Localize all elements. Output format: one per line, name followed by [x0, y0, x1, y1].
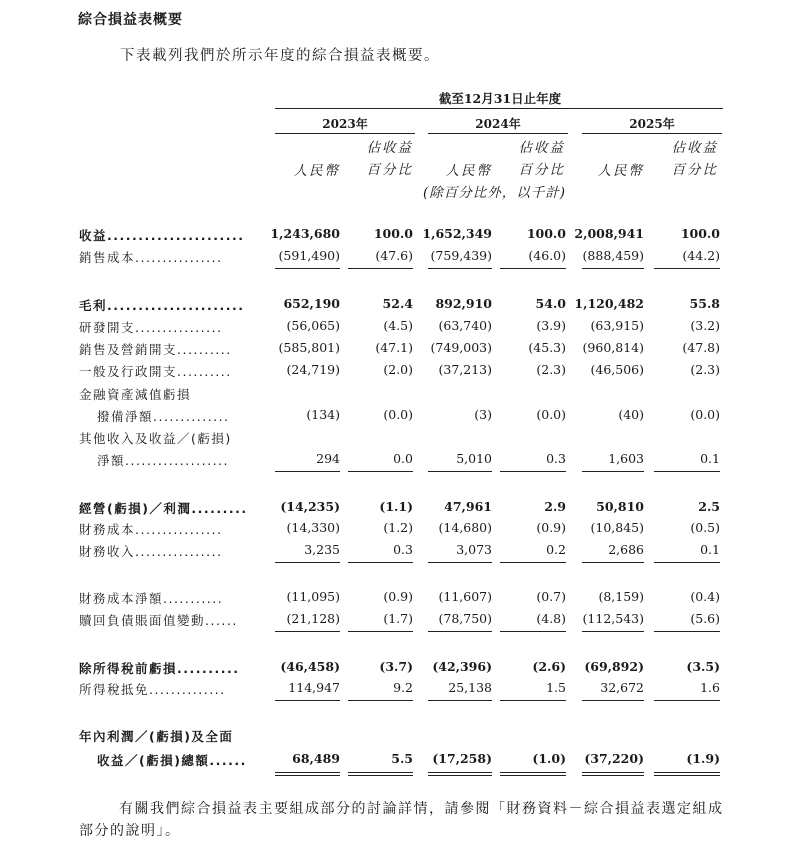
- section-title: 綜合損益表概要: [78, 12, 183, 28]
- cell-amount-2023: 294: [316, 451, 340, 466]
- row-label: 其他收入及收益／(虧損): [79, 431, 232, 446]
- total-double-rule: [275, 775, 340, 776]
- year-rule-2023: [275, 133, 415, 134]
- period-header-rule: [275, 108, 723, 109]
- cell-amount-2024: 3,073: [456, 542, 492, 557]
- closing-paragraph: 有關我們綜合損益表主要組成部分的討論詳情，請參閱「財務資料－綜合損益表選定組成部分的說明」。: [79, 801, 724, 839]
- total-double-rule: [582, 772, 644, 773]
- cell-pct-2024: (0.7): [536, 589, 566, 604]
- subtotal-rule: [275, 268, 340, 269]
- cell-amount-2024: 5,010: [456, 451, 492, 466]
- total-double-rule: [654, 775, 720, 776]
- cell-amount-2023: (591,490): [278, 248, 340, 263]
- col-pct-label-line1: 佔收益: [518, 140, 565, 156]
- cell-pct-2024: 0.3: [546, 451, 566, 466]
- cell-pct-2024: (0.9): [536, 520, 566, 535]
- cell-amount-2025: (37,220): [584, 751, 644, 766]
- cell-amount-2024: (759,439): [430, 248, 492, 263]
- cell-amount-2024: (11,607): [438, 589, 492, 604]
- cell-pct-2024: 0.2: [546, 542, 566, 557]
- cell-pct-2024: (46.0): [528, 248, 566, 263]
- subtotal-rule: [348, 700, 413, 701]
- cell-pct-2023: (1.2): [383, 520, 413, 535]
- cell-amount-2025: (40): [618, 407, 644, 422]
- cell-amount-2024: (749,003): [430, 340, 492, 355]
- cell-amount-2024: (63,740): [438, 318, 492, 333]
- cell-pct-2023: 5.5: [391, 751, 413, 766]
- cell-amount-2025: (8,159): [598, 589, 644, 604]
- cell-pct-2025: (44.2): [682, 248, 720, 263]
- intro-paragraph: 下表載列我們於所示年度的綜合損益表概要。: [120, 48, 440, 64]
- cell-pct-2024: (0.0): [536, 407, 566, 422]
- cell-pct-2024: 2.9: [544, 499, 566, 514]
- cell-amount-2023: 1,243,680: [270, 226, 340, 241]
- subtotal-rule: [428, 562, 492, 563]
- total-double-rule: [582, 775, 644, 776]
- cell-pct-2023: 100.0: [373, 226, 413, 241]
- cell-pct-2023: (3.7): [379, 659, 413, 674]
- cell-amount-2023: (21,128): [286, 611, 340, 626]
- cell-amount-2024: (3): [474, 407, 492, 422]
- cell-pct-2025: 0.1: [700, 451, 720, 466]
- cell-pct-2024: (2.6): [532, 659, 566, 674]
- cell-amount-2025: (46,506): [590, 362, 644, 377]
- cell-amount-2025: 1,120,482: [574, 296, 644, 311]
- cell-amount-2025: 2,686: [608, 542, 644, 557]
- row-label: 經營(虧損)／利潤.........: [79, 501, 248, 516]
- row-label: 銷售及營銷開支..........: [79, 342, 232, 357]
- cell-pct-2025: 100.0: [680, 226, 720, 241]
- col-pct-2025: [650, 137, 718, 181]
- cell-pct-2023: (47.1): [375, 340, 413, 355]
- cell-pct-2025: (2.3): [690, 362, 720, 377]
- cell-pct-2024: (2.3): [536, 362, 566, 377]
- total-double-rule: [348, 775, 413, 776]
- row-label: 收益......................: [79, 228, 245, 243]
- subtotal-rule: [275, 471, 340, 472]
- cell-amount-2024: 892,910: [435, 296, 492, 311]
- year-header-2024: 2024年: [475, 117, 521, 131]
- row-label: 撥備淨額..............: [97, 409, 230, 424]
- subtotal-rule: [348, 268, 413, 269]
- row-label: 年內利潤／(虧損)及全面: [79, 729, 234, 744]
- cell-amount-2024: 25,138: [448, 680, 492, 695]
- cell-pct-2025: (0.5): [690, 520, 720, 535]
- cell-pct-2023: 0.3: [393, 542, 413, 557]
- subtotal-rule: [428, 700, 492, 701]
- subtotal-rule: [582, 471, 644, 472]
- cell-amount-2025: (888,459): [582, 248, 644, 263]
- col-pct-label-line2: 百分比: [671, 162, 718, 178]
- cell-pct-2025: (1.9): [686, 751, 720, 766]
- cell-pct-2025: (0.4): [690, 589, 720, 604]
- cell-amount-2025: (10,845): [590, 520, 644, 535]
- row-label: 金融資產減值虧損: [79, 387, 192, 402]
- row-label: 研發開支................: [79, 320, 223, 335]
- cell-amount-2025: (960,814): [582, 340, 644, 355]
- subtotal-rule: [654, 631, 720, 632]
- cell-pct-2023: 0.0: [393, 451, 413, 466]
- unit-note: (除百分比外，以千計): [423, 185, 567, 201]
- col-pct-label-line1: 佔收益: [671, 140, 718, 156]
- row-label: 除所得稅前虧損..........: [79, 661, 240, 676]
- period-header: 截至12月31日止年度: [438, 91, 562, 106]
- cell-pct-2023: (0.9): [383, 589, 413, 604]
- row-label: 所得稅抵免..............: [79, 682, 226, 697]
- cell-pct-2023: (0.0): [383, 407, 413, 422]
- subtotal-rule: [500, 700, 566, 701]
- subtotal-rule: [348, 631, 413, 632]
- row-label: 收益／(虧損)總額......: [97, 753, 247, 768]
- cell-amount-2024: 1,652,349: [422, 226, 492, 241]
- subtotal-rule: [582, 268, 644, 269]
- subtotal-rule: [582, 700, 644, 701]
- year-header-2025: 2025年: [629, 117, 675, 131]
- cell-pct-2025: 2.5: [698, 499, 720, 514]
- cell-amount-2023: 114,947: [288, 680, 340, 695]
- cell-amount-2024: (14,680): [438, 520, 492, 535]
- subtotal-rule: [500, 562, 566, 563]
- cell-pct-2025: (3.2): [690, 318, 720, 333]
- cell-pct-2025: 0.1: [700, 542, 720, 557]
- subtotal-rule: [654, 268, 720, 269]
- row-label: 毛利......................: [79, 298, 245, 313]
- cell-amount-2023: (11,095): [286, 589, 340, 604]
- year-header-2023: 2023年: [322, 117, 368, 131]
- total-double-rule: [428, 772, 492, 773]
- subtotal-rule: [428, 631, 492, 632]
- total-double-rule: [500, 772, 566, 773]
- subtotal-rule: [582, 631, 644, 632]
- col-pct-label-line2: 百分比: [366, 162, 413, 178]
- cell-pct-2024: (3.9): [536, 318, 566, 333]
- cell-amount-2025: (69,892): [584, 659, 644, 674]
- total-double-rule: [500, 775, 566, 776]
- col-amount-2023: 人民幣: [293, 163, 340, 179]
- col-amount-2024: 人民幣: [445, 163, 492, 179]
- year-rule-2024: [428, 133, 568, 134]
- subtotal-rule: [428, 268, 492, 269]
- cell-pct-2024: 54.0: [535, 296, 566, 311]
- subtotal-rule: [348, 471, 413, 472]
- subtotal-rule: [582, 562, 644, 563]
- col-pct-2024: [497, 137, 565, 181]
- total-double-rule: [428, 775, 492, 776]
- subtotal-rule: [500, 471, 566, 472]
- total-double-rule: [654, 772, 720, 773]
- cell-pct-2023: (1.7): [383, 611, 413, 626]
- cell-amount-2024: (37,213): [438, 362, 492, 377]
- cell-amount-2023: (56,065): [286, 318, 340, 333]
- cell-amount-2024: (78,750): [438, 611, 492, 626]
- col-pct-label-line1: 佔收益: [366, 140, 413, 156]
- cell-pct-2025: 1.6: [700, 680, 720, 695]
- col-pct-2023: [345, 137, 413, 181]
- subtotal-rule: [275, 700, 340, 701]
- cell-amount-2023: (585,801): [278, 340, 340, 355]
- subtotal-rule: [428, 471, 492, 472]
- subtotal-rule: [275, 562, 340, 563]
- cell-pct-2025: (47.8): [682, 340, 720, 355]
- cell-pct-2024: 100.0: [526, 226, 566, 241]
- cell-pct-2025: 55.8: [689, 296, 720, 311]
- cell-amount-2025: (112,543): [582, 611, 644, 626]
- cell-amount-2025: 50,810: [596, 499, 644, 514]
- row-label: 銷售成本................: [79, 250, 223, 265]
- subtotal-rule: [654, 700, 720, 701]
- cell-pct-2024: (1.0): [532, 751, 566, 766]
- row-label: 財務成本淨額...........: [79, 591, 224, 606]
- cell-pct-2023: (47.6): [375, 248, 413, 263]
- subtotal-rule: [500, 631, 566, 632]
- cell-amount-2024: (42,396): [432, 659, 492, 674]
- col-amount-2025: 人民幣: [597, 163, 644, 179]
- row-label: 一般及行政開支..........: [79, 364, 232, 379]
- cell-amount-2023: (46,458): [280, 659, 340, 674]
- subtotal-rule: [654, 471, 720, 472]
- cell-amount-2025: (63,915): [590, 318, 644, 333]
- cell-pct-2024: (45.3): [528, 340, 566, 355]
- cell-amount-2024: (17,258): [432, 751, 492, 766]
- row-label: 贖回負債賬面值變動......: [79, 613, 238, 628]
- cell-amount-2023: (14,235): [280, 499, 340, 514]
- cell-amount-2023: 68,489: [292, 751, 340, 766]
- cell-amount-2025: 1,603: [608, 451, 644, 466]
- cell-amount-2023: (24,719): [286, 362, 340, 377]
- cell-pct-2023: (1.1): [379, 499, 413, 514]
- cell-pct-2023: (4.5): [383, 318, 413, 333]
- total-double-rule: [348, 772, 413, 773]
- cell-pct-2024: 1.5: [546, 680, 566, 695]
- cell-pct-2025: (3.5): [686, 659, 720, 674]
- col-pct-label-line2: 百分比: [518, 162, 565, 178]
- cell-pct-2024: (4.8): [536, 611, 566, 626]
- cell-pct-2025: (5.6): [690, 611, 720, 626]
- row-label: 財務成本................: [79, 522, 223, 537]
- subtotal-rule: [500, 268, 566, 269]
- cell-pct-2023: 9.2: [393, 680, 413, 695]
- row-label: 淨額...................: [97, 453, 229, 468]
- cell-amount-2025: 2,008,941: [574, 226, 644, 241]
- cell-amount-2023: (134): [306, 407, 340, 422]
- cell-pct-2025: (0.0): [690, 407, 720, 422]
- cell-pct-2023: 52.4: [382, 296, 413, 311]
- cell-amount-2023: 3,235: [304, 542, 340, 557]
- cell-amount-2023: 652,190: [283, 296, 340, 311]
- subtotal-rule: [348, 562, 413, 563]
- subtotal-rule: [275, 631, 340, 632]
- subtotal-rule: [654, 562, 720, 563]
- row-label: 財務收入................: [79, 544, 223, 559]
- year-rule-2025: [582, 133, 722, 134]
- cell-pct-2023: (2.0): [383, 362, 413, 377]
- cell-amount-2023: (14,330): [286, 520, 340, 535]
- total-double-rule: [275, 772, 340, 773]
- cell-amount-2025: 32,672: [600, 680, 644, 695]
- cell-amount-2024: 47,961: [444, 499, 492, 514]
